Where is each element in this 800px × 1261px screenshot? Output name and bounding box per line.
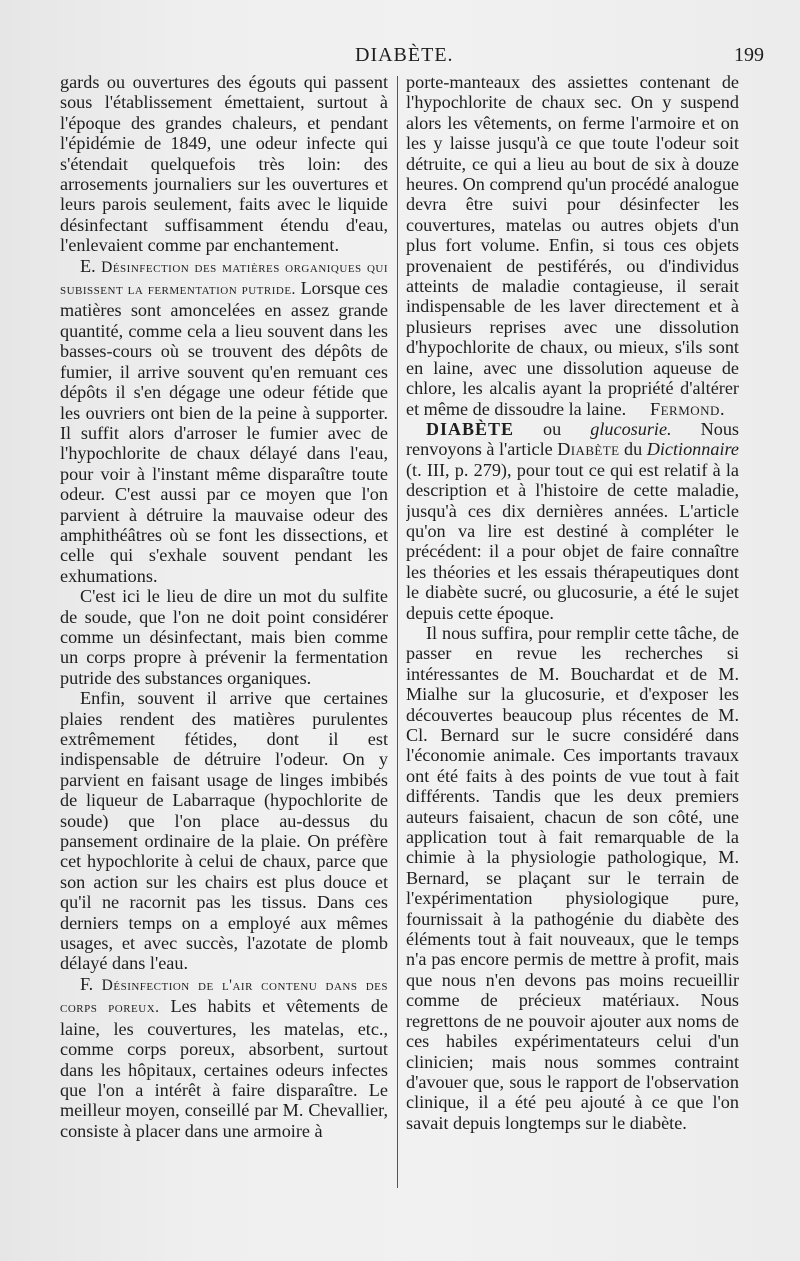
section-f-heading: Désinfection de l'air contenu dans des corps poreux. — [60, 976, 388, 1017]
section-e-letter: E. — [80, 255, 96, 276]
right-column — [406, 72, 739, 1187]
running-head — [0, 40, 800, 70]
entry-text-b: du — [619, 439, 647, 460]
section-f-letter: F. — [80, 973, 94, 994]
left-column — [60, 72, 388, 1187]
paragraph-egouts: gards ou ouvertures des égouts qui passent sous l'établissement émettaient, surtout à l'époque des grandes chaleurs, et pendant l'épidémie de 1849, une odeur infecte qui s'étendait quelquefois très loin: des arrosements journaliers sur les ouvertures et leurs parois seulement, faits avec le liquide désinfectant suffisamment étendu d'eau, l'enlevaient comme par enchantement. — [60, 72, 388, 256]
author-signature: Fermond. — [650, 398, 725, 419]
entry-synonym: glucosurie. — [590, 418, 672, 439]
entry-ou: ou — [514, 418, 591, 439]
section-e-body: Lorsque ces matières sont amoncelées en assez grande quantité, comme cela a lieu souvent dans les basses-cours où se trouvent des dépôts de fumier, il arrive souvent qu'en remuant ces dépôts il s'en dégage une odeur fétide que les ouvriers ont bien de la peine à supporter. Il suffit alors d'arroser le fumier avec de l'hypochlorite de chaux délayé dans l'eau, pour voir à l'instant même disparaître toute odeur. C'est aussi par ce moyen que l'on parvient à détruire la mauvaise odeur des amphithéâtres où se font les dissections, et celle qui s'exhale souvent pendant les exhumations. — [60, 278, 388, 586]
paragraph-plaies: Enfin, souvent il arrive que certaines plaies rendent des matières purulentes extrêmement fétides, dont il est indispensable de détruire l'odeur. On y parvient en faisant usage de linges imbibés de liqueur de Labarraque (hypochlorite de soude) que l'on place au-dessus du pansement ordinaire de la plaie. On préfère cet hypochlorite à celui de chaux, parce que son action sur les chairs est plus douce et qu'il ne racornit pas les tissus. Dans ces derniers temps on a employé aux mêmes usages, et avec succès, l'azotate de plomb délayé dans l'eau. — [60, 688, 388, 974]
entry-dictionary-ref: Dictionnaire — [646, 439, 739, 460]
column-divider — [397, 76, 398, 1188]
entry-headword: DIABÈTE — [426, 418, 515, 439]
entry-text-c: (t. III, p. 279), pour tout ce qui est relatif à la description et à l'histoire de cette maladie, jusqu'à ces dix dernières années. L'article qu'on va lire est destiné à compléter le précédent: il a pour objet de faire connaître les théories et les essais thérapeutiques dont le diabète sucré, ou glucosurie, a été le sujet depuis cette époque. — [406, 459, 739, 623]
paragraph-sulfite: C'est ici le lieu de dire un mot du sulfite de soude, que l'on ne doit point considérer comme un désinfectant, mais bien comme un corps propre à prévenir la fermentation putride des substances organiques. — [60, 586, 388, 688]
entry-diabete — [406, 419, 739, 623]
paragraph-recherches: Il nous suffira, pour remplir cette tâche, de passer en revue les recherches si intéressantes de M. Bouchardat et de M. Mialhe sur la glucosurie, et d'exposer les découvertes beaucoup plus récentes de M. Cl. Bernard sur le sucre considéré dans l'économie animale. Ces importants travaux ont été faits à des points de vue tout à fait différents. Tandis que les deux premiers auteurs faisaient, chacun de son côté, une application tout à fait remarquable de la chimie à la physiologie pathologique, M. Bernard, se plaçant sur le terrain de l'expérimentation physiologique pure, fournissait à la pathogénie du diabète des éléments tout à fait nouveaux, que le temps n'a pas encore permis de mettre à profit, mais que nous n'en devons pas moins recueillir comme de précieux matériaux. Nous regrettons de ne pouvoir ajouter aux noms de ces habiles expérimentateurs celui d'un clinicien; mais nous sommes contraint d'avouer que, sous le rapport de l'observation clinique, il a été peu ajouté à ce que l'on savait depuis longtemps sur le diabète. — [406, 622, 739, 1133]
entry-article-ref: Diabète — [557, 439, 620, 460]
section-e — [60, 256, 388, 587]
paragraph-armoire — [406, 72, 739, 419]
section-f-body: Les habits et vêtements de laine, les couvertures, les matelas, etc., comme corps poreux, absorbent, surtout dans les hôpitaux, certaines odeurs infectes que l'on a intérêt à faire disparaître. Le meilleur moyen, conseillé par M. Chevallier, consiste à placer dans une armoire à — [60, 996, 388, 1141]
running-head-title: DIABÈTE. — [355, 44, 454, 66]
section-e-heading: Désinfection des matières organiques qui subissent la fermentation putride. — [60, 258, 388, 299]
section-f — [60, 974, 388, 1141]
paragraph-armoire-text: porte-manteaux des assiettes contenant de l'hypochlorite de chaux sec. On y suspend alors les vêtements, on ferme l'armoire et on les y laisse jusqu'à ce que toute l'odeur soit détruite, ce qui a lieu au bout de six à douze heures. On comprend qu'un procédé analogue devra être suivi pour désinfecter les couvertures, matelas ou autres objets d'un plus fort volume. Enfin, si tous ces objets provenaient de pestiférés, ou d'individus atteints de maladie contagieuse, il serait indispensable de les laver directement et à plusieurs reprises avec une dissolution d'hypochlorite de chaux, ou mieux, s'ils sont en laine, avec une dissolution aqueuse de chlore, les alcalis ayant la propriété d'altérer et même de dissoudre la laine. — [406, 72, 739, 419]
page-number: 199 — [734, 44, 764, 66]
entry-text-a: Nous renvoyons à l'article — [406, 418, 739, 460]
